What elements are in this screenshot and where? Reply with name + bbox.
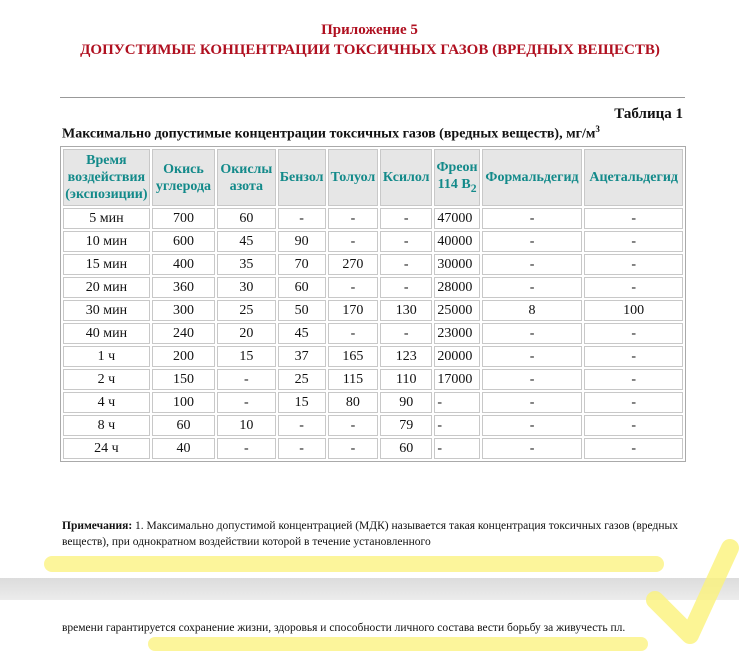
value-cell: - <box>482 254 583 275</box>
time-cell: 15 мин <box>63 254 150 275</box>
value-cell: 240 <box>152 323 215 344</box>
value-cell: 600 <box>152 231 215 252</box>
value-cell: - <box>482 392 583 413</box>
column-header: Ксилол <box>380 149 432 206</box>
time-cell: 5 мин <box>63 208 150 229</box>
time-cell: 30 мин <box>63 300 150 321</box>
notes-continued: времени гарантируется сохранение жизни, здоровья и способности личного состава вести борьбу за живучесть пл. <box>62 622 626 634</box>
value-cell: - <box>217 392 275 413</box>
value-cell: 123 <box>380 346 432 367</box>
value-cell: 170 <box>328 300 378 321</box>
value-cell: 25 <box>278 369 326 390</box>
value-cell: 45 <box>217 231 275 252</box>
value-cell: - <box>434 438 479 459</box>
value-cell: - <box>482 438 583 459</box>
value-cell: 700 <box>152 208 215 229</box>
value-cell: 60 <box>380 438 432 459</box>
time-cell: 1 ч <box>63 346 150 367</box>
time-cell: 24 ч <box>63 438 150 459</box>
value-cell: - <box>328 277 378 298</box>
value-cell: 30000 <box>434 254 479 275</box>
value-cell: 60 <box>217 208 275 229</box>
value-cell: 80 <box>328 392 378 413</box>
time-cell: 8 ч <box>63 415 150 436</box>
column-header: Толуол <box>328 149 378 206</box>
value-cell: 17000 <box>434 369 479 390</box>
column-header: Ацетальдегид <box>584 149 683 206</box>
value-cell: - <box>328 415 378 436</box>
value-cell: - <box>217 438 275 459</box>
value-cell: - <box>278 415 326 436</box>
value-cell: - <box>584 438 683 459</box>
value-cell: - <box>217 369 275 390</box>
value-cell: 100 <box>584 300 683 321</box>
value-cell: - <box>482 277 583 298</box>
value-cell: - <box>278 208 326 229</box>
value-cell: - <box>434 392 479 413</box>
value-cell: - <box>380 254 432 275</box>
value-cell: 270 <box>328 254 378 275</box>
value-cell: - <box>584 346 683 367</box>
value-cell: 28000 <box>434 277 479 298</box>
value-cell: - <box>584 254 683 275</box>
value-cell: - <box>380 277 432 298</box>
value-cell: - <box>328 438 378 459</box>
value-cell: 40 <box>152 438 215 459</box>
value-cell: 79 <box>380 415 432 436</box>
value-cell: - <box>584 415 683 436</box>
value-cell: 165 <box>328 346 378 367</box>
notes-text: 1. Максимально допустимой концентрацией (МДК) называется такая концентрация токсичных газов (вредных веществ), при однократном воздействии которой в течение установленного <box>62 520 678 548</box>
value-cell: - <box>434 415 479 436</box>
value-cell: - <box>482 369 583 390</box>
value-cell: 47000 <box>434 208 479 229</box>
value-cell: - <box>278 438 326 459</box>
header-subscript: 2 <box>470 181 477 195</box>
time-cell: 4 ч <box>63 392 150 413</box>
value-cell: 20000 <box>434 346 479 367</box>
value-cell: 60 <box>278 277 326 298</box>
column-header: Время воздействия (экспозиции) <box>63 149 150 206</box>
value-cell: - <box>584 323 683 344</box>
column-header: Окись углерода <box>152 149 215 206</box>
value-cell: 15 <box>217 346 275 367</box>
value-cell: - <box>482 323 583 344</box>
value-cell: 15 <box>278 392 326 413</box>
time-cell: 2 ч <box>63 369 150 390</box>
value-cell: - <box>328 231 378 252</box>
value-cell: 150 <box>152 369 215 390</box>
time-cell: 20 мин <box>63 277 150 298</box>
column-header: Формальдегид <box>482 149 583 206</box>
table-caption: Максимально допустимые концентрации токсичных газов (вредных веществ), $мг/м^3$ <box>62 124 600 142</box>
value-cell: - <box>482 231 583 252</box>
value-cell: 37 <box>278 346 326 367</box>
notes-label: Примечания: <box>62 520 133 532</box>
value-cell: 35 <box>217 254 275 275</box>
column-header: Бензол <box>278 149 326 206</box>
appendix-label: Приложение 5 <box>321 22 418 38</box>
value-cell: - <box>482 415 583 436</box>
time-cell: 40 мин <box>63 323 150 344</box>
value-cell: - <box>380 231 432 252</box>
value-cell: 360 <box>152 277 215 298</box>
value-cell: 115 <box>328 369 378 390</box>
value-cell: - <box>482 346 583 367</box>
value-cell: 110 <box>380 369 432 390</box>
value-cell: 400 <box>152 254 215 275</box>
value-cell: 50 <box>278 300 326 321</box>
value-cell: - <box>584 231 683 252</box>
value-cell: - <box>380 323 432 344</box>
value-cell: 25 <box>217 300 275 321</box>
value-cell: 300 <box>152 300 215 321</box>
caption-superscript: 3 <box>595 124 600 134</box>
value-cell: 90 <box>278 231 326 252</box>
column-header: Фреон 114 $B_2$ <box>434 149 479 206</box>
value-cell: 20 <box>217 323 275 344</box>
value-cell: 30 <box>217 277 275 298</box>
value-cell: - <box>328 208 378 229</box>
column-header: Окислы азота <box>217 149 275 206</box>
value-cell: - <box>584 392 683 413</box>
value-cell: - <box>328 323 378 344</box>
value-cell: - <box>482 208 583 229</box>
document-title: ДОПУСТИМЫЕ КОНЦЕНТРАЦИИ ТОКСИЧНЫХ ГАЗОВ (ВРЕДНЫХ ВЕЩЕСТВ) <box>80 42 660 58</box>
value-cell: 25000 <box>434 300 479 321</box>
value-cell: - <box>584 208 683 229</box>
time-cell: 10 мин <box>63 231 150 252</box>
value-cell: 200 <box>152 346 215 367</box>
value-cell: 60 <box>152 415 215 436</box>
value-cell: - <box>584 369 683 390</box>
value-cell: 100 <box>152 392 215 413</box>
value-cell: 45 <box>278 323 326 344</box>
value-cell: 130 <box>380 300 432 321</box>
value-cell: 10 <box>217 415 275 436</box>
value-cell: 23000 <box>434 323 479 344</box>
value-cell: 40000 <box>434 231 479 252</box>
value-cell: - <box>380 208 432 229</box>
table-number: Таблица 1 <box>614 106 683 122</box>
value-cell: 70 <box>278 254 326 275</box>
value-cell: 8 <box>482 300 583 321</box>
value-cell: 90 <box>380 392 432 413</box>
value-cell: - <box>584 277 683 298</box>
